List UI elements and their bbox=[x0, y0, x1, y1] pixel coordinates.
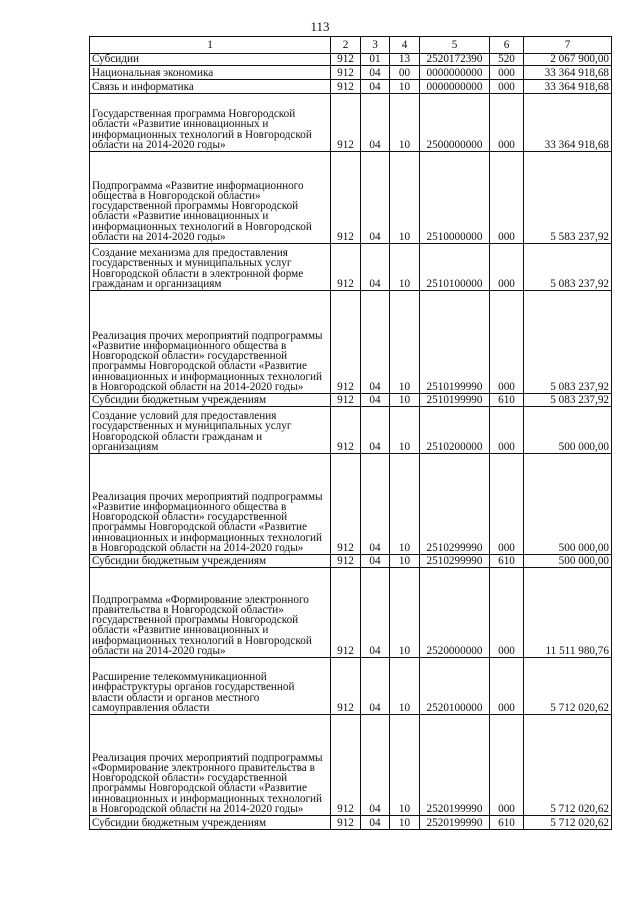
cell-department: 912 bbox=[331, 715, 361, 816]
cell-expense-type: 000 bbox=[490, 658, 524, 715]
cell-subsection: 10 bbox=[390, 715, 420, 816]
cell-section: 01 bbox=[361, 54, 390, 66]
table-row bbox=[90, 66, 612, 80]
cell-department: 912 bbox=[331, 80, 361, 94]
table-row bbox=[90, 407, 612, 454]
column-header: 7 bbox=[524, 37, 612, 54]
row-name: Создание условий для предоставления государственных и муниципальных услуг Новгородской области гражданам и организациям bbox=[90, 407, 331, 454]
cell-amount: 5 083 237,92 bbox=[524, 291, 612, 394]
cell-expense-type: 000 bbox=[490, 80, 524, 94]
table-row bbox=[90, 94, 612, 152]
cell-section: 04 bbox=[361, 816, 390, 830]
cell-section: 04 bbox=[361, 244, 390, 291]
cell-department: 912 bbox=[331, 291, 361, 394]
cell-expense-type: 610 bbox=[490, 394, 524, 407]
cell-subsection: 10 bbox=[390, 568, 420, 658]
table-row bbox=[90, 291, 612, 394]
cell-section: 04 bbox=[361, 715, 390, 816]
cell-target-article: 2510100000 bbox=[420, 244, 490, 291]
row-name: Расширение телекоммуникационной инфраструктуры органов государственной власти области и органов местного самоуправления области bbox=[90, 658, 331, 715]
row-name: Субсидии бюджетным учреждениям bbox=[90, 816, 331, 830]
cell-expense-type: 000 bbox=[490, 291, 524, 394]
cell-amount: 5 712 020,62 bbox=[524, 816, 612, 830]
cell-target-article: 2510000000 bbox=[420, 152, 490, 244]
cell-subsection: 00 bbox=[390, 66, 420, 80]
cell-subsection: 10 bbox=[390, 555, 420, 568]
row-name: Государственная программа Новгородской области «Развитие инновационных и информационных технологий в Новгородской области на 2014-2020 годы» bbox=[90, 94, 331, 152]
cell-subsection: 10 bbox=[390, 244, 420, 291]
cell-target-article: 2510299990 bbox=[420, 454, 490, 555]
column-header: 6 bbox=[490, 37, 524, 54]
cell-amount: 5 083 237,92 bbox=[524, 394, 612, 407]
cell-department: 912 bbox=[331, 394, 361, 407]
cell-department: 912 bbox=[331, 568, 361, 658]
cell-section: 04 bbox=[361, 394, 390, 407]
cell-department: 912 bbox=[331, 454, 361, 555]
cell-amount: 5 712 020,62 bbox=[524, 658, 612, 715]
cell-target-article: 2520000000 bbox=[420, 568, 490, 658]
cell-amount: 11 511 980,76 bbox=[524, 568, 612, 658]
cell-section: 04 bbox=[361, 66, 390, 80]
column-header: 1 bbox=[90, 37, 331, 54]
cell-section: 04 bbox=[361, 658, 390, 715]
table-row bbox=[90, 715, 612, 816]
cell-amount: 500 000,00 bbox=[524, 555, 612, 568]
cell-target-article: 2510199990 bbox=[420, 291, 490, 394]
cell-target-article: 2510200000 bbox=[420, 407, 490, 454]
cell-subsection: 10 bbox=[390, 407, 420, 454]
cell-section: 04 bbox=[361, 152, 390, 244]
cell-subsection: 10 bbox=[390, 94, 420, 152]
page-number: 113 bbox=[310, 19, 330, 34]
cell-section: 04 bbox=[361, 568, 390, 658]
cell-target-article: 2510199990 bbox=[420, 394, 490, 407]
row-name: Реализация прочих мероприятий подпрограммы «Развитие информационного общества в Новгородской области» государственной программы Новгородской области «Развитие инновационных и информационных технологий в Новгородской области на 2014-2020 годы» bbox=[90, 454, 331, 555]
cell-target-article: 2520172390 bbox=[420, 54, 490, 66]
table-header-row bbox=[90, 37, 612, 54]
column-header: 5 bbox=[420, 37, 490, 54]
table-row bbox=[90, 394, 612, 407]
cell-department: 912 bbox=[331, 66, 361, 80]
cell-expense-type: 000 bbox=[490, 454, 524, 555]
column-header: 4 bbox=[390, 37, 420, 54]
column-header: 2 bbox=[331, 37, 361, 54]
cell-target-article: 2520100000 bbox=[420, 658, 490, 715]
cell-expense-type: 000 bbox=[490, 244, 524, 291]
cell-section: 04 bbox=[361, 555, 390, 568]
cell-section: 04 bbox=[361, 94, 390, 152]
row-name: Субсидии бюджетным учреждениям bbox=[90, 394, 331, 407]
cell-expense-type: 610 bbox=[490, 816, 524, 830]
row-name: Подпрограмма «Формирование электронного правительства в Новгородской области» государственной программы Новгородской области «Развитие инновационных и информационных технологий в Новгородской области на 2014-2020 годы» bbox=[90, 568, 331, 658]
cell-expense-type: 000 bbox=[490, 94, 524, 152]
table-row bbox=[90, 816, 612, 830]
cell-section: 04 bbox=[361, 454, 390, 555]
table-row bbox=[90, 244, 612, 291]
cell-section: 04 bbox=[361, 407, 390, 454]
cell-department: 912 bbox=[331, 658, 361, 715]
cell-amount: 2 067 900,00 bbox=[524, 54, 612, 66]
cell-expense-type: 610 bbox=[490, 555, 524, 568]
cell-subsection: 10 bbox=[390, 80, 420, 94]
cell-department: 912 bbox=[331, 94, 361, 152]
cell-subsection: 13 bbox=[390, 54, 420, 66]
table-row bbox=[90, 54, 612, 66]
cell-amount: 5 712 020,62 bbox=[524, 715, 612, 816]
cell-section: 04 bbox=[361, 291, 390, 394]
row-name: Субсидии бюджетным учреждениям bbox=[90, 555, 331, 568]
row-name: Субсидии bbox=[90, 54, 331, 66]
cell-expense-type: 000 bbox=[490, 66, 524, 80]
table-row bbox=[90, 568, 612, 658]
cell-department: 912 bbox=[331, 816, 361, 830]
budget-table bbox=[89, 36, 612, 830]
cell-target-article: 2520199990 bbox=[420, 816, 490, 830]
cell-subsection: 10 bbox=[390, 658, 420, 715]
column-header: 3 bbox=[361, 37, 390, 54]
cell-expense-type: 520 bbox=[490, 54, 524, 66]
cell-amount: 500 000,00 bbox=[524, 407, 612, 454]
cell-expense-type: 000 bbox=[490, 407, 524, 454]
cell-department: 912 bbox=[331, 152, 361, 244]
cell-subsection: 10 bbox=[390, 816, 420, 830]
table-row bbox=[90, 80, 612, 94]
cell-department: 912 bbox=[331, 555, 361, 568]
cell-target-article: 0000000000 bbox=[420, 66, 490, 80]
cell-amount: 33 364 918,68 bbox=[524, 94, 612, 152]
cell-subsection: 10 bbox=[390, 394, 420, 407]
cell-amount: 500 000,00 bbox=[524, 454, 612, 555]
cell-expense-type: 000 bbox=[490, 568, 524, 658]
cell-expense-type: 000 bbox=[490, 152, 524, 244]
cell-target-article: 2500000000 bbox=[420, 94, 490, 152]
table-row bbox=[90, 555, 612, 568]
row-name: Подпрограмма «Развитие информационного общества в Новгородской области» государственной программы Новгородской области «Развитие инновационных и информационных технологий в Новгородской области на 2014-2020 годы» bbox=[90, 152, 331, 244]
row-name: Связь и информатика bbox=[90, 80, 331, 94]
cell-target-article: 2520199990 bbox=[420, 715, 490, 816]
cell-amount: 5 583 237,92 bbox=[524, 152, 612, 244]
cell-subsection: 10 bbox=[390, 454, 420, 555]
cell-subsection: 10 bbox=[390, 291, 420, 394]
table-row bbox=[90, 454, 612, 555]
row-name: Реализация прочих мероприятий подпрограммы «Развитие информационного общества в Новгородской области» государственной программы Новгородской области «Развитие инновационных и информационных технологий в Новгородской области на 2014-2020 годы» bbox=[90, 291, 331, 394]
cell-subsection: 10 bbox=[390, 152, 420, 244]
row-name: Национальная экономика bbox=[90, 66, 331, 80]
cell-department: 912 bbox=[331, 407, 361, 454]
cell-section: 04 bbox=[361, 80, 390, 94]
cell-amount: 5 083 237,92 bbox=[524, 244, 612, 291]
table-row bbox=[90, 152, 612, 244]
cell-amount: 33 364 918,68 bbox=[524, 66, 612, 80]
cell-department: 912 bbox=[331, 244, 361, 291]
cell-amount: 33 364 918,68 bbox=[524, 80, 612, 94]
row-name: Создание механизма для предоставления государственных и муниципальных услуг Новгородской области в электронной форме гражданам и организациям bbox=[90, 244, 331, 291]
cell-target-article: 0000000000 bbox=[420, 80, 490, 94]
cell-expense-type: 000 bbox=[490, 715, 524, 816]
row-name: Реализация прочих мероприятий подпрограммы «Формирование электронного правительства в Новгородской области» государственной программы Новгородской области «Развитие инновационных и информационных технологий в Новгородской области на 2014-2020 годы» bbox=[90, 715, 331, 816]
cell-department: 912 bbox=[331, 54, 361, 66]
cell-target-article: 2510299990 bbox=[420, 555, 490, 568]
table-row bbox=[90, 658, 612, 715]
